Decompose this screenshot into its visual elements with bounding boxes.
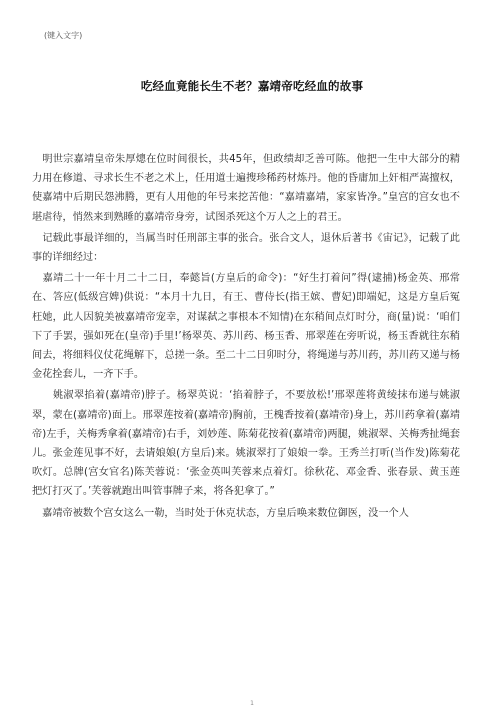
article-title: 吃经血竟能长生不老？嘉靖帝吃经血的故事 bbox=[140, 79, 364, 93]
header-placeholder-text[interactable]: (键入文字) bbox=[44, 31, 83, 40]
paragraph-aftermath: 嘉靖帝被数个宫女这么一勒，当时处于休克状态，方皇后唤来数位御医，没一个人 bbox=[32, 507, 409, 519]
article-body bbox=[32, 150, 460, 523]
page-number: 1 bbox=[250, 700, 254, 707]
paragraph-attack: 姚淑翠掐着(嘉靖帝)脖子。杨翠英说：‘掐着脖子，不要放松!’邢翠莲将黄绫抹布递与姚淑翠，蒙在(嘉靖帝)面上。邢翠莲按着(嘉靖帝)胸前，王槐香按着(嘉靖帝)身上，苏川药拿着(嘉靖帝)左手，关梅秀拿着(嘉靖帝)右手，刘妙莲、陈菊花按着(嘉靖帝)两腿，姚淑翠、关梅秀扯绳套儿。张金莲见事不好，去请娘娘(方皇后)来。姚淑翠打了娘娘一拳。王秀兰打听(当作发)陈菊花吹灯。总牌(宫女官名)陈芙蓉说：‘张金英叫芙蓉来点着灯。徐秋花、邓金香、张春景、黄玉莲把灯打灭了。’芙蓉就跑出叫管事牌子来，将各犯拿了。” bbox=[32, 390, 460, 498]
paragraph-intro: 明世宗嘉靖皇帝朱厚熜在位时间很长，共45年，但政绩却乏善可陈。他把一生中大部分的精力用在修道、寻求长生不老之术上，任用道士遍搜珍稀药材炼丹。他的昏庸加上奸相严嵩擅权，使嘉靖中后期民怨沸腾，更有人用他的年号来挖苦他：“嘉靖嘉靖，家家皆净。”皇宫的宫女也不堪虐待，悄然来到熟睡的嘉靖帝身旁，试图杀死这个万人之上的君王。 bbox=[32, 154, 460, 223]
paragraph-source: 记载此事最详细的，当属当时任刑部主事的张合。张合文人，退休后著书《宙记》，记载了此事的详细经过： bbox=[32, 232, 460, 264]
paragraph-testimony: 嘉靖二十一年十月二十二日，奉懿旨(方皇后的命令)：“好生打着问”得(逮捕)杨金英、邢常在、答应(低级宫婢)供说：“本月十九日，有王、曹侍长(指王嫔、曹妃)即端妃，这是方皇后冤枉她，此人因貌美被嘉靖帝宠幸，对谋弑之事根本不知情)在东稍间点灯时分，商(量)说：‘咱们下了手罢，强如死在(皇帝)手里!’杨翠英、苏川药、杨玉香、邢翠莲在旁听说，杨玉香就往东稍间去，将细料仪仗花绳解下，总搓一条。至二十二日卯时分，将绳递与苏川药，苏川药又递与杨金花拴套儿，一齐下手。 bbox=[32, 273, 460, 381]
